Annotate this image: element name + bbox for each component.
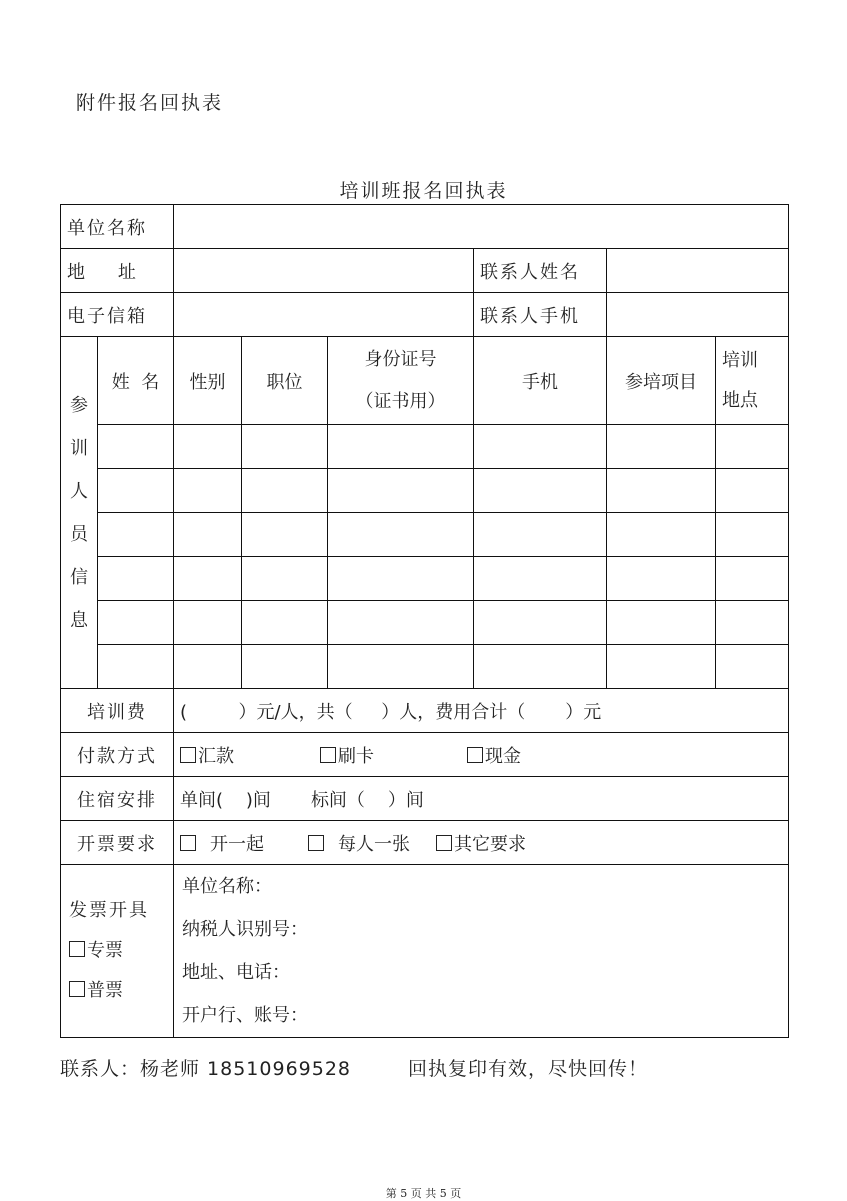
cell[interactable] <box>607 425 716 469</box>
checkbox-cash[interactable] <box>467 747 483 763</box>
col-id-line1: 身份证号 <box>364 348 437 370</box>
label-lodging: 住宿安排 <box>61 777 174 821</box>
row-email <box>61 293 789 337</box>
label-payment-method: 付款方式 <box>61 733 174 777</box>
label-email: 电子信箱 <box>61 293 174 337</box>
col-place-line2: 地点 <box>722 389 758 411</box>
col-place <box>716 337 789 425</box>
cell[interactable] <box>474 425 607 469</box>
cell[interactable] <box>716 557 789 601</box>
field-invoice-req <box>174 821 789 865</box>
row-payment <box>61 733 789 777</box>
invoice-field-taxid: 纳税人识别号： <box>182 919 308 940</box>
cell[interactable] <box>474 645 607 689</box>
cell[interactable] <box>474 601 607 645</box>
vertical-char: 息 <box>70 609 88 631</box>
cell[interactable] <box>716 469 789 513</box>
cell[interactable] <box>174 425 242 469</box>
checkbox-special[interactable] <box>69 941 85 957</box>
field-contact-name[interactable] <box>607 249 789 293</box>
row-participant-header <box>61 337 789 425</box>
row-address <box>61 249 789 293</box>
option-card: 刷卡 <box>338 745 374 767</box>
invoice-field-unit: 单位名称： <box>182 876 272 897</box>
checkbox-card[interactable] <box>320 747 336 763</box>
field-contact-phone[interactable] <box>607 293 789 337</box>
invoice-field-address-phone: 地址、电话： <box>182 962 290 983</box>
checkbox-one-invoice[interactable] <box>180 835 196 851</box>
cell[interactable] <box>607 557 716 601</box>
cell[interactable] <box>98 557 174 601</box>
col-gender: 性别 <box>174 337 242 425</box>
cell[interactable] <box>174 645 242 689</box>
checkbox-transfer[interactable] <box>180 747 196 763</box>
participant-row <box>61 513 789 557</box>
cell[interactable] <box>174 469 242 513</box>
participant-row <box>61 645 789 689</box>
footer-note: 回执复印有效，尽快回传！ <box>408 1058 649 1080</box>
label-training-fee: 培训费 <box>61 689 174 733</box>
lodging-standard: 标间（ ）间 <box>310 789 424 811</box>
cell[interactable] <box>474 513 607 557</box>
participant-row <box>61 469 789 513</box>
label-contact-name: 联系人姓名 <box>474 249 607 293</box>
checkbox-other[interactable] <box>436 835 452 851</box>
cell[interactable] <box>328 557 474 601</box>
row-invoice-issue <box>61 865 789 1038</box>
field-lodging[interactable] <box>174 777 789 821</box>
attachment-title: 附件报名回执表 <box>76 92 224 114</box>
cell[interactable] <box>242 469 328 513</box>
cell[interactable] <box>98 469 174 513</box>
cell[interactable] <box>98 645 174 689</box>
option-per-person: 每人一张 <box>338 833 410 855</box>
row-invoice-req <box>61 821 789 865</box>
col-phone: 手机 <box>474 337 607 425</box>
label-participants <box>61 337 98 689</box>
cell[interactable] <box>474 557 607 601</box>
page-number: 第 5 页 共 5 页 <box>385 1187 462 1200</box>
form-title-text: 培训班报名回执表 <box>339 180 508 202</box>
option-normal: 普票 <box>87 980 123 1001</box>
field-payment-method <box>174 733 789 777</box>
label-address: 地 址 <box>61 249 174 293</box>
cell[interactable] <box>716 513 789 557</box>
col-position: 职位 <box>242 337 328 425</box>
vertical-char: 员 <box>70 523 88 545</box>
participant-row <box>61 425 789 469</box>
cell[interactable] <box>716 425 789 469</box>
field-email[interactable] <box>174 293 474 337</box>
vertical-char: 人 <box>70 480 88 502</box>
vertical-char: 参 <box>70 394 88 416</box>
label-contact-phone: 联系人手机 <box>474 293 607 337</box>
col-project: 参培项目 <box>607 337 716 425</box>
cell[interactable] <box>242 513 328 557</box>
cell[interactable] <box>242 557 328 601</box>
cell[interactable] <box>328 645 474 689</box>
cell[interactable] <box>242 645 328 689</box>
cell[interactable] <box>98 425 174 469</box>
cell[interactable] <box>174 557 242 601</box>
label-invoice-issue-cell <box>61 865 174 1038</box>
option-one-invoice: 开一起 <box>210 833 264 855</box>
row-lodging <box>61 777 789 821</box>
col-place-line1: 培训 <box>722 349 758 371</box>
field-address[interactable] <box>174 249 474 293</box>
vertical-char: 训 <box>70 437 88 459</box>
cell[interactable] <box>328 469 474 513</box>
row-training-fee <box>61 689 789 733</box>
invoice-normal-option[interactable] <box>69 971 167 1011</box>
field-training-fee[interactable]: ( ）元/人，共（ ）人，费用合计（ ）元 <box>174 689 789 733</box>
option-transfer: 汇款 <box>198 745 234 767</box>
vertical-char: 信 <box>70 566 88 588</box>
col-id <box>328 337 474 425</box>
checkbox-normal[interactable] <box>69 981 85 997</box>
cell[interactable] <box>242 601 328 645</box>
registration-form-table <box>60 204 789 1038</box>
footer-contact: 联系人：杨老师 18510969528 <box>60 1058 352 1080</box>
cell[interactable] <box>607 601 716 645</box>
option-other: 其它要求 <box>454 833 526 855</box>
col-name: 姓 名 <box>98 337 174 425</box>
label-invoice-issue: 发票开具 <box>69 900 149 921</box>
cell[interactable] <box>174 513 242 557</box>
participant-row <box>61 557 789 601</box>
option-cash: 现金 <box>485 745 521 767</box>
col-id-line2: （证书用） <box>355 390 446 412</box>
label-unit-name: 单位名称 <box>61 205 174 249</box>
invoice-special-option[interactable] <box>69 931 167 971</box>
row-unit-name <box>61 205 789 249</box>
cell[interactable] <box>174 601 242 645</box>
participant-row <box>61 601 789 645</box>
cell[interactable] <box>716 645 789 689</box>
cell[interactable] <box>716 601 789 645</box>
lodging-single: 单间( )间 <box>180 789 271 811</box>
cell[interactable] <box>607 513 716 557</box>
invoice-field-bank-account: 开户行、账号： <box>182 1005 308 1026</box>
footer <box>60 1054 649 1081</box>
form-title <box>0 176 847 203</box>
cell[interactable] <box>607 469 716 513</box>
option-special: 专票 <box>87 940 123 961</box>
field-unit-name[interactable] <box>174 205 789 249</box>
checkbox-per-person[interactable] <box>308 835 324 851</box>
invoice-fields[interactable] <box>174 865 789 1038</box>
cell[interactable] <box>242 425 328 469</box>
cell[interactable] <box>328 601 474 645</box>
cell[interactable] <box>98 513 174 557</box>
cell[interactable] <box>98 601 174 645</box>
cell[interactable] <box>607 645 716 689</box>
cell[interactable] <box>328 513 474 557</box>
cell[interactable] <box>474 469 607 513</box>
cell[interactable] <box>328 425 474 469</box>
label-invoice-req: 开票要求 <box>61 821 174 865</box>
